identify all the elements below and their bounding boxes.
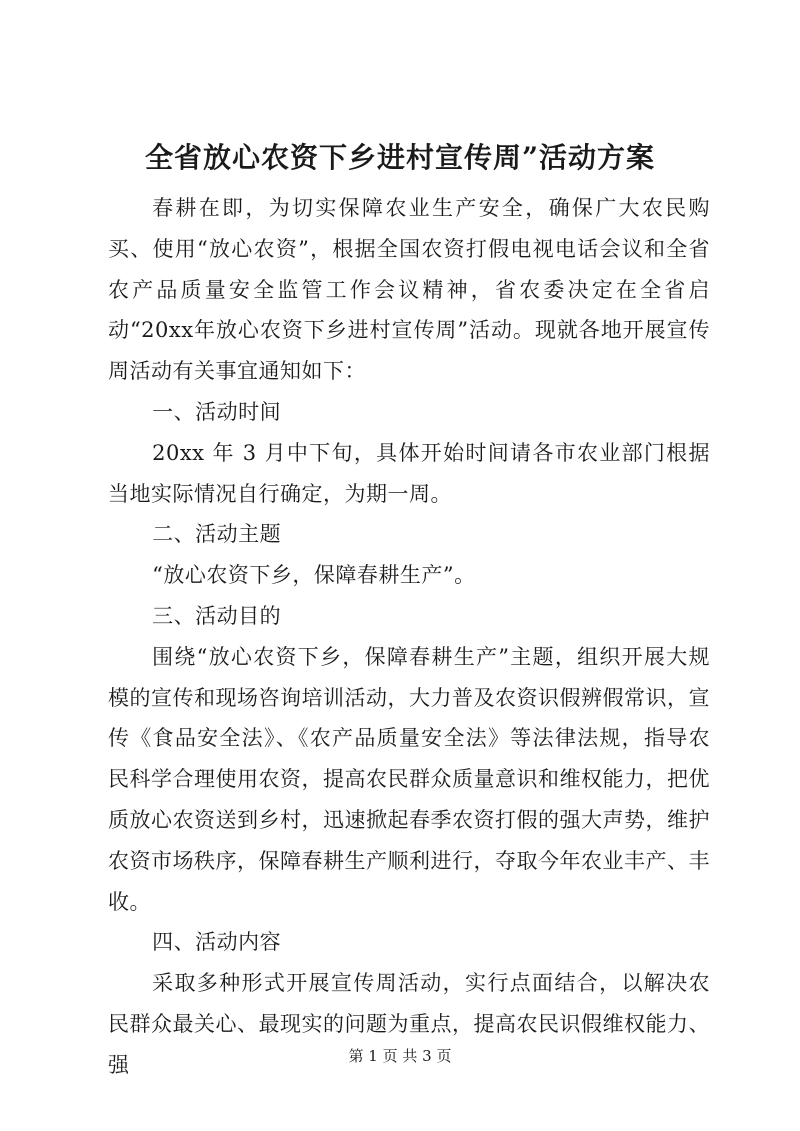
- document-title: 全省放心农资下乡进村宣传周”活动方案: [144, 141, 656, 174]
- paragraph-intro: 春耕在即，为切实保障农业生产安全，确保广大农民购买、使用“放心农资”，根据全国农资打假电视电话会议和全省农产品质量安全监管工作会议精神，省农委决定在全省启动“20xx年放心农资下乡进村宣传周”活动。现就各地开展宣传周活动有关事宜通知如下：: [108, 196, 710, 384]
- paragraph-activity-purpose: 围绕“放心农资下乡，保障春耕生产”主题，组织开展大规模的宣传和现场咨询培训活动，大力普及农资识假辨假常识，宣传《食品安全法》、《农产品质量安全法》等法律法规，指导农民科学合理使用农资，提高农民群众质量意识和维权能力，把优质放心农资送到乡村，迅速掀起春季农资打假的强大声势，维护农资市场秩序，保障春耕生产顺利进行，夺取今年农业丰产、丰收。: [108, 644, 710, 914]
- paragraph-activity-content: 采取多种形式开展宣传周活动，实行点面结合，以解决农民群众最关心、最现实的问题为重点，提高农民识假维权能力、强: [108, 971, 710, 1077]
- document-body: [108, 188, 710, 1086]
- paragraph-activity-time: 20xx 年 3 月中下旬，具体开始时间请各市农业部门根据当地实际情况自行确定，为期一周。: [108, 440, 710, 506]
- heading-activity-theme: 二、活动主题: [152, 522, 282, 547]
- heading-activity-time: 一、活动时间: [152, 399, 282, 424]
- heading-activity-content: 四、活动内容: [152, 930, 282, 955]
- paragraph-activity-theme: “放心农资下乡，保障春耕生产”。: [152, 563, 476, 588]
- page-number-footer: 第 1 页 共 3 页: [348, 1047, 452, 1065]
- heading-activity-purpose: 三、活动目的: [152, 603, 282, 628]
